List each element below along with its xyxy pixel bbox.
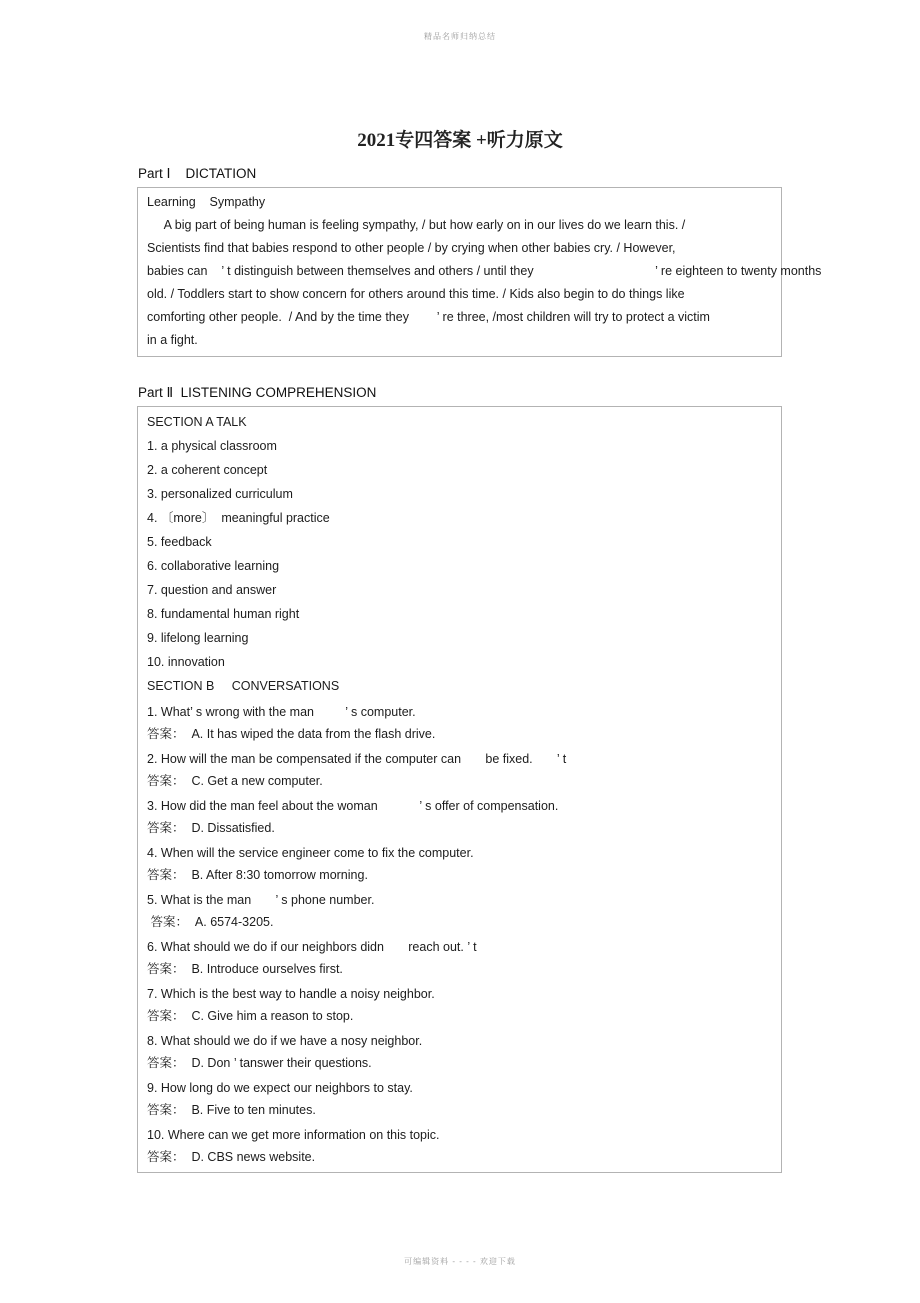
- talk-answer-item: 3. personalized curriculum: [147, 487, 293, 501]
- dictation-line: A big part of being human is feeling sympathy, / but how early on in our lives do we learn this. /: [147, 218, 686, 232]
- part2-heading: Part Ⅱ LISTENING COMPREHENSION: [138, 385, 377, 400]
- question-line: 2. How will the man be compensated if the computer can be fixed. ’ t: [147, 752, 567, 766]
- talk-answer-item: 2. a coherent concept: [147, 463, 268, 477]
- dictation-box: [137, 187, 822, 357]
- footer-note: 可编辑资料 - - - - 欢迎下载: [404, 1257, 516, 1266]
- talk-answer-item: 4. 〔more〕 meaningful practice: [147, 511, 330, 525]
- header-note: 精品名师归纳总结: [424, 32, 496, 41]
- answer-line: 答案： C. Give him a reason to stop.: [147, 1008, 354, 1023]
- answer-line: 答案： B. After 8:30 tomorrow morning.: [147, 867, 368, 882]
- listening-box: [137, 406, 782, 1173]
- document-body: [137, 166, 822, 1173]
- question-line: 7. Which is the best way to handle a noisy neighbor.: [147, 987, 435, 1001]
- answer-line: 答案： A. It has wiped the data from the flash drive.: [147, 726, 436, 741]
- answer-line: 答案： D. Don ’ tanswer their questions.: [147, 1055, 372, 1070]
- talk-answer-item: 1. a physical classroom: [147, 439, 277, 453]
- dictation-line: old. / Toddlers start to show concern for others around this time. / Kids also begin to do things like: [147, 287, 685, 301]
- answer-line: 答案： B. Introduce ourselves first.: [147, 961, 343, 976]
- talk-answer-item: 10. innovation: [147, 655, 225, 669]
- talk-answer-item: 7. question and answer: [147, 583, 277, 597]
- question-line: 4. When will the service engineer come to fix the computer.: [147, 846, 474, 860]
- question-line: 3. How did the man feel about the woman ’ s offer of compensation.: [147, 799, 559, 813]
- document-title: 2021专四答案 +听力原文: [357, 130, 563, 151]
- talk-answer-item: 9. lifelong learning: [147, 631, 249, 645]
- dictation-line: comforting other people. / And by the time they ’ re three, /most children will try to protect a victim: [147, 310, 710, 324]
- dictation-line: babies can ’ t distinguish between themselves and others / until they ’ re eighteen to twenty months: [147, 264, 822, 278]
- question-line: 1. What’ s wrong with the man ’ s computer.: [147, 705, 416, 719]
- talk-answer-item: 6. collaborative learning: [147, 559, 280, 573]
- question-line: 8. What should we do if we have a nosy neighbor.: [147, 1034, 423, 1048]
- answer-line: 答案： C. Get a new computer.: [147, 773, 323, 788]
- question-line: 9. How long do we expect our neighbors to stay.: [147, 1081, 413, 1095]
- talk-answer-item: 8. fundamental human right: [147, 607, 300, 621]
- dictation-line: Scientists find that babies respond to other people / by crying when other babies cry. / However,: [147, 241, 676, 255]
- section-a-heading: SECTION A TALK: [147, 415, 247, 429]
- answer-line: 答案： A. 6574-3205.: [147, 914, 274, 929]
- question-line: 10. Where can we get more information on this topic.: [147, 1128, 440, 1142]
- dictation-line: Learning Sympathy: [147, 195, 266, 209]
- section-b-heading: SECTION B CONVERSATIONS: [147, 679, 340, 693]
- part1-heading: Part Ⅰ DICTATION: [138, 166, 257, 181]
- talk-answer-item: 5. feedback: [147, 535, 212, 549]
- answer-line: 答案： D. Dissatisfied.: [147, 820, 275, 835]
- question-line: 6. What should we do if our neighbors didn reach out. ’ t: [147, 940, 477, 954]
- answer-line: 答案： D. CBS news website.: [147, 1149, 316, 1164]
- question-line: 5. What is the man ’ s phone number.: [147, 893, 375, 907]
- dictation-line: in a fight.: [147, 333, 198, 347]
- answer-line: 答案： B. Five to ten minutes.: [147, 1102, 316, 1117]
